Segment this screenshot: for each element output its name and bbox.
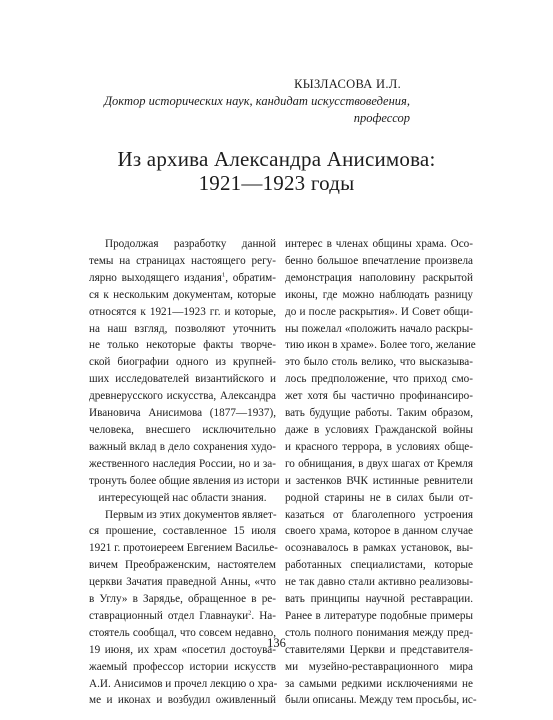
- text-line: казаться от благолепного устроения: [285, 508, 473, 521]
- footnote-marker: 2: [248, 609, 252, 617]
- text-line: ми музейно-реставрационного мира: [285, 660, 473, 673]
- text-line: столь полного понимания между пред-: [285, 626, 473, 639]
- text-line: были описаны. Между тем просьбы, ис-: [285, 694, 477, 707]
- text-line: Ивановича Анисимова (1877—1937),: [89, 407, 276, 420]
- text-line: тию икон в храме». Более того, желание: [285, 339, 476, 352]
- text-line: ставителями Церкви и представителя-: [285, 643, 473, 656]
- text-line: жественного наследия России, но и за-: [89, 457, 276, 470]
- text-line: 19 июня, их храм «посетил достоува-: [89, 643, 276, 656]
- text-line: жаемый профессор истории искусств: [89, 660, 276, 673]
- text-line: не только некоторые факты творче-: [89, 339, 276, 352]
- text-line: жет хотя бы частично профинансиро-: [285, 390, 473, 403]
- footnote-marker: 1: [221, 271, 226, 279]
- text-line: до и после раскрытия». И Совет общи-: [285, 305, 473, 318]
- author-credentials: Доктор исторических наук, кандидат искусствоведения, профессор: [104, 94, 410, 125]
- article-title: [40, 147, 513, 195]
- text-line: го обнищания, в двух шагах от Кремля: [285, 457, 473, 470]
- text-line: ны пожелал «положить начало раскры-: [285, 322, 473, 335]
- text-line: в Углу» в Зарядье, обращенное в ре-: [89, 593, 276, 606]
- text-line: на наш взгляд, позволяют уточнить: [89, 322, 276, 335]
- text-line: лось предположение, что приход смо-: [285, 373, 473, 386]
- text-line: ской биографии одного из крупней-: [89, 356, 276, 369]
- text-line: ся к нескольким документам, которые: [89, 288, 276, 301]
- text-line: даже в условиях Гражданской войны: [285, 423, 473, 436]
- article-title-line-2: 1921—1923 годы: [198, 171, 355, 195]
- page-number: 136: [267, 636, 286, 650]
- text-line: это было столь велико, что высказыва-: [285, 356, 473, 369]
- text-line: демонстрация наполовину раскрытой: [285, 271, 473, 284]
- author-name: КЫЗЛАСОВА И.Л.: [294, 77, 401, 91]
- text-line: тронуть более общие явления из истори: [89, 474, 280, 487]
- text-line: бенно большое впечатление произвела: [285, 254, 473, 267]
- text-line: работанных специалистами, которые: [285, 559, 473, 572]
- text-line: Продолжая разработку данной: [105, 238, 276, 250]
- text-line: за самыми редкими исключениями не: [285, 677, 473, 690]
- text-line: лярно выходящего издания$^1$, обратим-: [89, 271, 276, 284]
- article-title-line-1: Из архива Александра Анисимова:: [117, 147, 436, 171]
- text-line: своего храма, которое в данном случае: [285, 525, 473, 538]
- text-line: и застенков ВЧК истинные ревнители: [285, 474, 473, 487]
- text-line: темы на страницах настоящего регу-: [89, 254, 276, 267]
- text-line: не так давно стали активно реализовы-: [285, 576, 473, 589]
- text-line: ших исследователей византийского и: [89, 373, 276, 386]
- text-line: церкви Зачатия праведной Анны, «что: [89, 576, 276, 589]
- text-line: иконы, где можно наблюдать разницу: [285, 288, 473, 301]
- text-line: и красного террора, в условиях обще-: [285, 440, 473, 453]
- text-line: ся прошение, составленное 15 июля: [89, 525, 276, 538]
- text-line: интересующей нас области знания.: [98, 491, 267, 504]
- text-line: родной старины не в силах были от-: [285, 491, 473, 504]
- text-line: ставрационный отдел Главнауки$^2$. На-: [89, 609, 276, 622]
- text-line: А.И. Анисимов и прочел лекцию о хра-: [89, 677, 278, 690]
- text-line: вичем Преображенским, настоятелем: [89, 559, 276, 572]
- text-line: Первым из этих документов являет-: [105, 508, 277, 521]
- text-line: древнерусского искусства, Александра: [89, 390, 276, 403]
- text-line: вать принципы научной реставрации.: [285, 593, 473, 606]
- text-line: интерес в членах общины храма. Осо-: [285, 238, 473, 250]
- text-line: важный вклад в дело сохранения худо-: [89, 440, 276, 453]
- text-line: ме и иконах и возбудил оживленный: [89, 694, 276, 707]
- text-line: Ранее в литературе подобные примеры: [285, 609, 473, 622]
- text-line: относятся к 1921—1923 гг. и которые,: [89, 305, 276, 318]
- author-block: [60, 76, 493, 127]
- text-line: человека, внесшего исключительно: [89, 423, 276, 436]
- text-line: стоятель сообщал, что совсем недавно,: [89, 626, 276, 639]
- text-line: вать будущие работы. Таким образом,: [285, 407, 473, 420]
- text-line: 1921 г. протоиереем Евгением Василье-: [89, 542, 278, 555]
- text-line: осознавалось в рамках установок, вы-: [285, 542, 473, 555]
